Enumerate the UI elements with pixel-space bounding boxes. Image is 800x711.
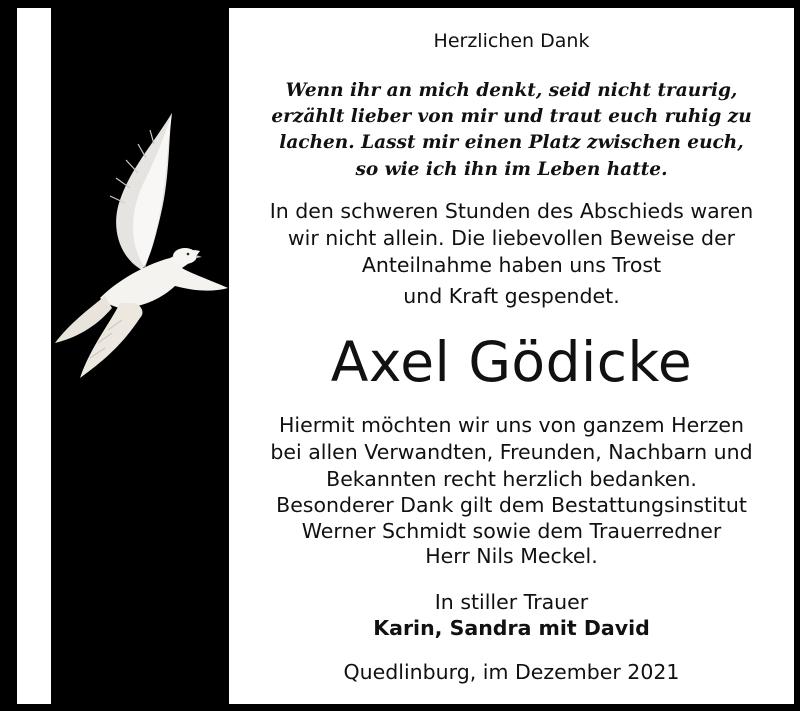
poem-line-3: lachen. Lasst mir einen Platz zwischen euch, xyxy=(279,132,744,153)
heading: Herzlichen Dank xyxy=(433,30,590,52)
dove-icon xyxy=(50,108,230,383)
thanks-body-line-3: Bekannten recht herzlich bedanken. xyxy=(326,467,697,491)
deceased-name: Axel Gödicke xyxy=(330,330,693,394)
place-and-date: Quedlinburg, im Dezember 2021 xyxy=(343,660,680,684)
thanks-body-line-4: Besonderer Dank gilt dem Bestattungsinstitut xyxy=(276,493,747,517)
thanks-intro-line-1: In den schweren Stunden des Abschieds waren xyxy=(269,199,754,223)
thanks-intro-line-3: Anteilnahme haben uns Trost xyxy=(361,253,662,277)
poem-line-4: so wie ich ihn im Leben hatte. xyxy=(355,159,668,180)
signatories: Karin, Sandra mit David xyxy=(373,616,650,640)
mourning-line: In stiller Trauer xyxy=(434,590,589,614)
poem-line-2: erzählt lieber von mir und traut euch ruhig zu xyxy=(271,106,752,127)
thanks-body-line-5: Werner Schmidt sowie dem Trauerredner xyxy=(301,519,722,543)
obituary-text-panel xyxy=(229,8,794,704)
poem-line-1: Wenn ihr an mich denkt, seid nicht traurig, xyxy=(285,80,738,101)
thanks-body-line-6: Herr Nils Meckel. xyxy=(425,544,598,568)
thanks-body-line-2: bei allen Verwandten, Freunden, Nachbarn und xyxy=(270,440,753,464)
thanks-body-line-1: Hiermit möchten wir uns von ganzem Herzen xyxy=(279,413,744,437)
left-margin-strip xyxy=(17,8,51,704)
thanks-intro-line-4: und Kraft gespendet. xyxy=(403,284,620,308)
thanks-intro-line-2: wir nicht allein. Die liebevollen Beweise der xyxy=(287,226,736,250)
